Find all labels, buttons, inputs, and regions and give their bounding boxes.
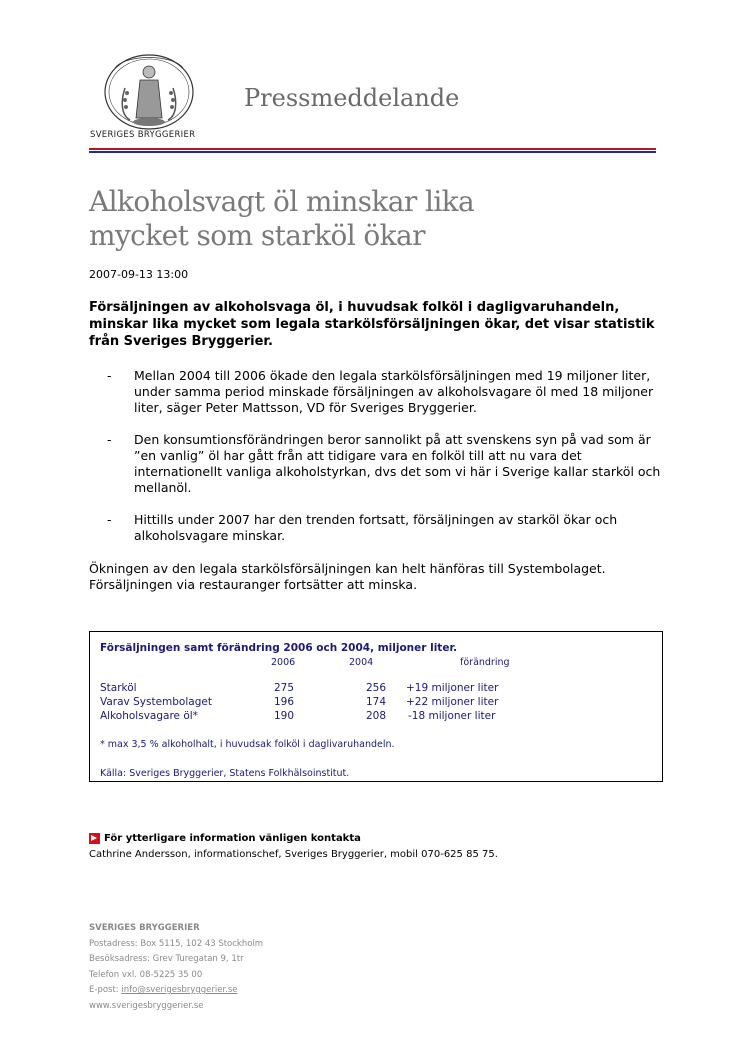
footer-website[interactable]: www.sverigesbryggerier.se (89, 1000, 204, 1011)
dash-icon: - (107, 512, 112, 527)
headline (89, 185, 649, 253)
dash-icon: - (107, 432, 112, 447)
timestamp: 2007-09-13 13:00 (89, 268, 189, 281)
headline-line-2: mycket som starköl ökar (89, 219, 425, 252)
contact-heading-text: För ytterligare information vänligen kontakta (104, 833, 361, 844)
brewery-seal-icon (100, 48, 198, 130)
email-link[interactable]: info@sverigesbryggerier.se (121, 985, 238, 995)
row-value-2006: 196 (274, 696, 295, 708)
row-value-2006: 275 (274, 682, 295, 694)
column-header-2004: 2004 (349, 657, 374, 668)
footer (89, 921, 263, 1014)
footer-email-label: E-post: (89, 985, 122, 995)
table-row (90, 710, 662, 724)
row-value-2004: 208 (366, 710, 387, 722)
row-label: Alkoholsvagare öl* (100, 710, 198, 722)
footer-phone: Telefon vxl. 08-5225 35 00 (89, 969, 203, 980)
footer-visit: Besöksadress: Grev Turegatan 9, 1tr (89, 954, 244, 964)
row-change: +19 miljoner liter (406, 682, 499, 694)
document-type: Pressmeddelande (244, 84, 460, 112)
header-rule-red (89, 148, 656, 150)
row-value-2004: 174 (366, 696, 387, 708)
statistics-table (89, 631, 663, 782)
arrow-right-icon (89, 833, 100, 844)
table-footnote: * max 3,5 % alkoholhalt, i huvudsak folköl i daglivaruhandeln. (100, 739, 395, 750)
list-item (89, 368, 669, 416)
contact-heading (89, 833, 361, 844)
row-change: -18 miljoner liter (408, 710, 496, 722)
row-label: Varav Systembolaget (100, 696, 212, 708)
footer-org: SVERIGES BRYGGERIER (89, 923, 200, 933)
header-rule-blue (89, 151, 656, 153)
column-header-change: förändring (460, 657, 510, 668)
row-change: +22 miljoner liter (406, 696, 499, 708)
lead-paragraph: Försäljningen av alkoholsvaga öl, i huvudsak folköl i dagligvaruhandeln, minskar lika mycket som legala starkölsförsäljningen ökar, det visar statistik från Sveriges Bryggerier. (89, 300, 655, 349)
bullet-text: Mellan 2004 till 2006 ökade den legala starkölsförsäljningen med 19 miljoner liter, under samma period minskade försäljningen av alkoholsvagare öl med 18 miljoner liter, säger Peter Mattsson, VD för Sveriges Bryggerier. (134, 368, 654, 415)
footer-postal: Postadress: Box 5115, 102 43 Stockholm (89, 938, 264, 949)
logo (90, 48, 208, 148)
table-row (90, 696, 662, 710)
closing-paragraph: Ökningen av den legala starkölsförsäljningen kan helt hänföras till Systembolaget. Försäljningen via restauranger fortsätter att minska. (89, 561, 606, 592)
table-source: Källa: Sveriges Bryggerier, Statens Folkhälsoinstitut. (100, 768, 350, 779)
column-header-2006: 2006 (271, 657, 296, 668)
table-row (90, 682, 662, 696)
row-value-2006: 190 (274, 710, 295, 722)
bullet-text: Den konsumtionsförändringen beror sannolikt på att svenskens syn på vad som är ”en vanlig” öl har gått från att tidigare vara en folköl till att nu vara det internationellt vanliga alkoholstyrkan, dvs det som vi här i Sverige kallar starköl och mellanöl. (134, 432, 661, 495)
logo-text: SVERIGES BRYGGERIER (90, 130, 196, 140)
dash-icon: - (107, 368, 112, 383)
footer-email-line (89, 983, 263, 999)
row-value-2004: 256 (366, 682, 387, 694)
headline-line-1: Alkoholsvagt öl minskar lika (89, 185, 475, 218)
table-title: Försäljningen samt förändring 2006 och 2004, miljoner liter. (100, 642, 458, 654)
contact-details: Cathrine Andersson, informationschef, Sveriges Bryggerier, mobil 070-625 85 75. (89, 849, 498, 860)
list-item (89, 432, 669, 496)
row-label: Starköl (100, 682, 137, 694)
bullet-list (89, 368, 669, 560)
bullet-text: Hittills under 2007 har den trenden fortsatt, försäljningen av starköl ökar och alkoholsvagare minskar. (134, 512, 618, 543)
list-item (89, 512, 669, 544)
